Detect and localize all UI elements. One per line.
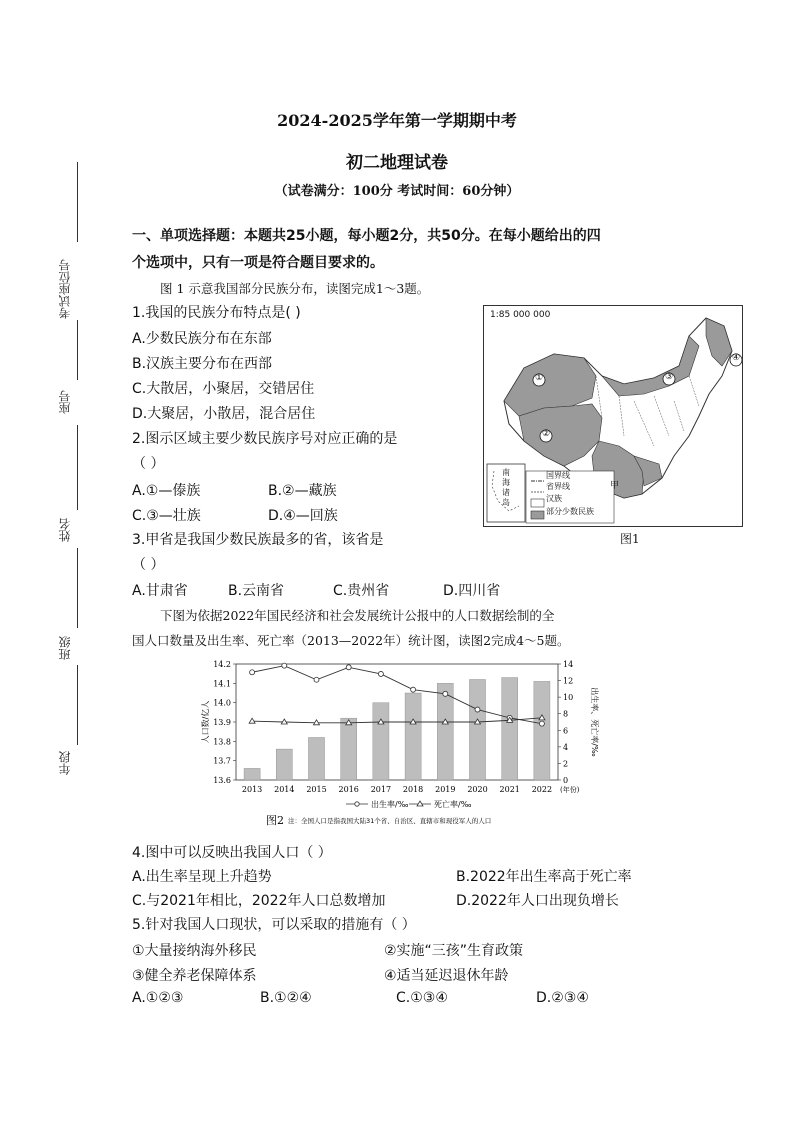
- q5-option-b: B.①②④: [260, 990, 312, 1006]
- room-label: 座号: [58, 390, 72, 414]
- right-tick-label: 10: [563, 693, 574, 703]
- legend-han-swatch: [531, 499, 544, 507]
- left-tick-label: 13.6: [213, 776, 231, 785]
- population-bar: [373, 703, 389, 780]
- name-label: 姓名: [58, 518, 72, 542]
- x-tick-label: 2016: [338, 785, 359, 794]
- room-line: [77, 425, 78, 510]
- q1-option-a: A.少数民族分布在东部: [132, 331, 272, 347]
- map-inset-label: 南海诸岛: [502, 468, 510, 507]
- map-mark-1: ①: [534, 373, 544, 383]
- x-tick-label: 2021: [499, 785, 520, 794]
- x-tick-label: 2013: [241, 785, 263, 794]
- x-unit-label: (年份): [560, 786, 580, 794]
- right-tick-label: 4: [563, 742, 569, 752]
- birth-rate-line: [252, 666, 542, 724]
- q5-item-2: ②实施“三孩”生育政策: [384, 943, 524, 959]
- q4-option-d: D.2022年人口出现负增长: [456, 893, 619, 909]
- q2-option-d: D.④—回族: [268, 508, 338, 524]
- left-tick-label: 14.0: [213, 698, 231, 708]
- figure2-intro-line1: 下图为依据2022年国民经济和社会发展统计公报中的人口数据绘制的全: [160, 608, 555, 623]
- x-tick-label: 2018: [402, 785, 424, 794]
- figure1-intro: 图 1 示意我国部分民族分布，读图完成1～3题。: [160, 281, 430, 296]
- q1-option-c: C.大散居，小聚居，交错居住: [132, 381, 315, 397]
- population-bar: [244, 768, 260, 780]
- birth-rate-point: [475, 707, 480, 712]
- population-bar: [276, 749, 292, 780]
- right-tick-label: 8: [563, 709, 569, 719]
- map-scale: 1:85 000 000: [490, 310, 551, 320]
- birth-rate-point: [282, 663, 287, 668]
- population-bar: [437, 683, 453, 780]
- q3-blank: （ ）: [132, 557, 165, 573]
- q5-option-a: A.①②③: [132, 990, 184, 1006]
- map-mark-3: ③: [664, 372, 674, 382]
- right-tick-label: 14: [563, 660, 574, 669]
- legend-birth-marker: [355, 802, 359, 806]
- figure1-map: [483, 305, 743, 527]
- q1-option-d: D.大聚居，小散居，混合居住: [132, 406, 316, 422]
- map-jia-label: 甲: [610, 481, 620, 491]
- q5-item-3: ③健全养老保障体系: [132, 968, 257, 984]
- q1-option-b: B.汉族主要分布在西部: [132, 356, 273, 372]
- china-ethnic-map: [484, 306, 742, 526]
- q4-option-c: C.与2021年相比，2022年人口总数增加: [132, 893, 386, 909]
- section-heading-line1: 一、单项选择题：本题共25小题，每小题2分，共50分。在每小题给出的四: [132, 228, 601, 244]
- x-tick-label: 2022: [531, 785, 553, 794]
- q5-item-1: ①大量接纳海外移民: [132, 943, 257, 959]
- q2-stem: 2.图示区域主要少数民族序号对应正确的是: [132, 431, 398, 447]
- q5-stem: 5.针对我国人口现状，可以采取的措施有（ ）: [132, 917, 416, 933]
- q2-blank: （ ）: [132, 456, 165, 472]
- population-bar: [534, 681, 550, 780]
- figure2-note: 注：全国人口是指我国大陆31个省、自治区、直辖市和现役军人的人口: [288, 817, 492, 825]
- q4-option-a: A.出生率呈现上升趋势: [132, 869, 272, 885]
- legend-death-marker: [417, 801, 423, 806]
- x-tick-label: 2020: [467, 785, 488, 794]
- birth-rate-point: [346, 665, 351, 670]
- q4-stem: 4.图中可以反映出我国人口（ ）: [132, 845, 332, 861]
- right-tick-label: 12: [563, 676, 574, 686]
- map-mark-4: ④: [731, 353, 741, 363]
- q2-option-c: C.③—壮族: [132, 508, 201, 524]
- left-axis-title: 人口数/亿人: [201, 700, 210, 744]
- birth-rate-point: [539, 721, 544, 726]
- map-mark-2: ②: [541, 429, 551, 439]
- margin-line: [77, 162, 78, 242]
- legend-minority-swatch: [531, 511, 544, 519]
- right-tick-label: 6: [563, 726, 569, 736]
- left-tick-label: 14.1: [213, 679, 231, 689]
- q5-option-d: D.②③④: [536, 990, 589, 1006]
- legend-province-border: 省界线: [546, 482, 570, 491]
- birth-rate-point: [314, 677, 319, 682]
- left-tick-label: 13.7: [213, 756, 231, 766]
- left-tick-label: 14.2: [213, 660, 231, 669]
- q3-option-d: D.四川省: [443, 583, 501, 599]
- left-tick-label: 13.8: [213, 737, 231, 747]
- right-tick-label: 0: [563, 776, 569, 785]
- x-tick-label: 2014: [274, 785, 295, 794]
- birth-rate-point: [411, 687, 416, 692]
- exam-title: 2024-2025学年第一学期期中考: [277, 111, 517, 130]
- legend-han: 汉族: [546, 494, 562, 503]
- section-heading-line2: 个选项中，只有一项是符合题目要求的。: [132, 255, 384, 271]
- q5-option-c: C.①③④: [396, 990, 448, 1006]
- grade-label: 年段: [58, 751, 72, 775]
- seat-number-line: [77, 320, 78, 380]
- birth-rate-point: [250, 670, 255, 675]
- legend-minority: 部分少数民族: [546, 507, 594, 516]
- x-tick-label: 2019: [435, 785, 456, 794]
- q2-option-a: A.①—傣族: [132, 483, 201, 499]
- figure1-caption: 图1: [620, 532, 640, 546]
- q3-stem: 3.甲省是我国少数民族最多的省，该省是: [132, 532, 384, 548]
- population-chart-svg: [196, 656, 616, 832]
- birth-rate-point: [443, 691, 448, 696]
- left-tick-label: 13.9: [213, 718, 231, 727]
- class-label: 班级: [58, 636, 72, 660]
- right-axis-title: 出生率、死亡率/‰: [590, 687, 599, 757]
- death-rate-point: [249, 718, 255, 723]
- q5-item-4: ④适当延迟退休年龄: [384, 968, 509, 984]
- name-line: [77, 548, 78, 628]
- death-rate-line: [252, 718, 542, 723]
- q2-option-b: B.②—藏族: [268, 483, 337, 499]
- legend-birth-label: 出生率/‰: [371, 800, 409, 809]
- right-tick-label: 2: [563, 759, 569, 769]
- population-bar: [405, 693, 421, 780]
- exam-info: （试卷满分：100分 考试时间：60分钟）: [274, 184, 520, 199]
- x-tick-label: 2017: [370, 785, 392, 794]
- figure2-label: 图2: [266, 814, 284, 827]
- legend-death-label: 死亡率/‰: [434, 800, 472, 809]
- population-bar: [308, 737, 324, 780]
- class-line: [77, 665, 78, 745]
- figure2-intro-line2: 国人口数量及出生率、死亡率（2013—2022年）统计图，读图2完成4～5题。: [132, 633, 570, 648]
- population-bar: [469, 679, 485, 780]
- exam-subtitle: 初二地理试卷: [346, 153, 448, 173]
- q3-option-b: B.云南省: [228, 583, 285, 599]
- q1-stem: 1.我国的民族分布特点是( ): [132, 305, 301, 321]
- seat-number-label: 考试座位号: [58, 259, 72, 319]
- population-bar: [502, 678, 518, 780]
- birth-rate-point: [378, 671, 383, 676]
- legend-national-border: 国界线: [546, 471, 570, 480]
- q3-option-c: C.贵州省: [333, 583, 390, 599]
- population-bar: [341, 718, 357, 780]
- q3-option-a: A.甘肃省: [132, 583, 188, 599]
- figure2-chart: [196, 656, 616, 832]
- x-tick-label: 2015: [306, 785, 327, 794]
- q4-option-b: B.2022年出生率高于死亡率: [456, 869, 632, 885]
